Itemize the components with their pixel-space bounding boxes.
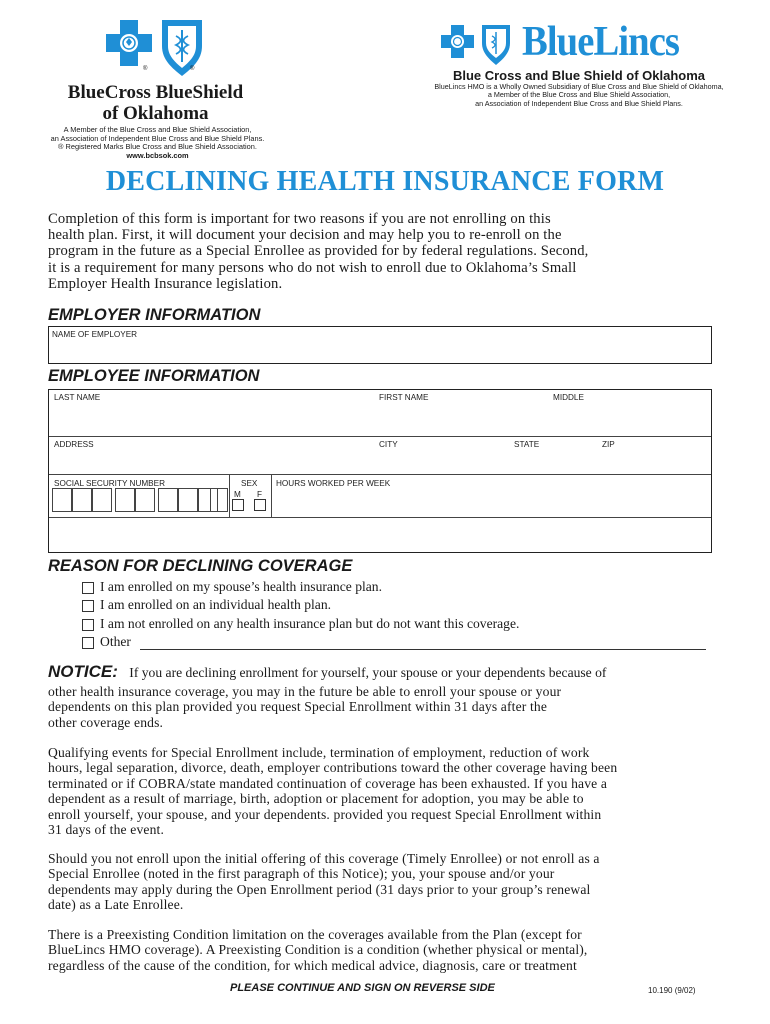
notice-line: other health insurance coverage, you may in the future be able to enroll your spouse or your — [48, 684, 562, 699]
reason-option: I am enrolled on an individual health plan. — [100, 597, 332, 612]
notice-line: dependent as a result of marriage, birth, adoption or placement for adoption, you may be able to — [48, 791, 584, 807]
notice-line: regardless of the cause of the condition, for which medical advice, diagnosis, care or treatment — [48, 957, 577, 973]
ssn-digit-box[interactable] — [178, 488, 198, 512]
intro-line: health plan. First, it will document your decision and may help you to re-enroll on the — [48, 227, 562, 244]
bluelincs-cross-shield-logo — [440, 24, 516, 68]
member-statement — [40, 126, 275, 160]
reason-option: Other — [100, 634, 131, 649]
ssn-digit-box[interactable] — [210, 488, 228, 512]
ssn-digit-box[interactable] — [72, 488, 92, 512]
notice-line: dependents may apply during the Open Enrollment period (31 days prior to your group’s renewal — [48, 881, 591, 897]
zip-label: ZIP — [602, 440, 615, 449]
name-input-area[interactable] — [50, 403, 710, 435]
notice-paragraph-4 — [48, 927, 748, 973]
member-line: A Member of the Blue Cross and Blue Shield Association, — [63, 125, 252, 134]
notice-line: 31 days of the event. — [48, 822, 165, 838]
reason-other-checkbox[interactable] — [82, 637, 94, 649]
notice-paragraph-2 — [48, 745, 748, 837]
reason-not-enrolled-checkbox[interactable] — [82, 619, 94, 631]
address-input-area[interactable] — [50, 450, 710, 472]
last-name-label: LAST NAME — [54, 393, 101, 402]
notice-line: hours, legal separation, divorce, death, employer contributions toward the other coverage having been — [48, 760, 618, 776]
ssn-digit-box[interactable] — [52, 488, 72, 512]
reason-spouse-checkbox[interactable] — [82, 582, 94, 594]
employee-heading: EMPLOYEE INFORMATION — [48, 367, 260, 385]
address-label: ADDRESS — [54, 440, 94, 449]
reason-heading: REASON FOR DECLINING COVERAGE — [48, 557, 353, 575]
ssn-label: SOCIAL SECURITY NUMBER — [54, 479, 166, 488]
notice-paragraph-3 — [48, 851, 748, 913]
reason-option: I am enrolled on my spouse’s health insurance plan. — [100, 579, 382, 594]
intro-line: program in the future as a Special Enrollee as provided for by federal regulations. Second, — [48, 243, 589, 260]
reason-option: I am not enrolled on any health insurance plan but do not want this coverage. — [100, 616, 520, 631]
bluelincs-wordmark: BlueLincs — [522, 19, 680, 65]
notice-line: There is a Preexisting Condition limitation on the coverages available from the Plan (except for — [48, 927, 582, 942]
registered-mark: ® — [143, 66, 148, 72]
notice-first-line — [48, 664, 748, 680]
employer-name-field[interactable] — [48, 326, 712, 364]
notice-line: enroll yourself, your spouse, and your dependents. provided you request Special Enrollment within — [48, 806, 602, 822]
ssn-digit-box[interactable] — [135, 488, 155, 512]
first-name-label: FIRST NAME — [379, 393, 429, 402]
notice-line: Qualifying events for Special Enrollment include, termination of employment, reduction of work — [48, 745, 590, 760]
sex-f-label: F — [257, 490, 263, 499]
notice-line: terminated or if COBRA/state mandated continuation of coverage has been exhausted. If you have a — [48, 775, 608, 791]
continue-on-reverse: PLEASE CONTINUE AND SIGN ON REVERSE SIDE — [230, 982, 495, 994]
row-divider — [49, 517, 711, 518]
member-line: ® Registered Marks Blue Cross and Blue Shield Association. — [58, 142, 257, 152]
registered-mark: ® — [190, 66, 195, 72]
ssn-digit-box[interactable] — [158, 488, 178, 512]
notice-line: BlueLincs HMO coverage). A Preexisting Condition is a condition (whether physical or mental), — [48, 942, 588, 958]
subsidiary-statement — [420, 83, 738, 108]
form-title: DECLINING HEALTH INSURANCE FORM — [105, 166, 665, 197]
subsidiary-line: BlueLincs HMO is a Wholly Owned Subsidiary of Blue Cross and Blue Shield of Oklahoma, — [434, 82, 724, 91]
subsidiary-line: an Association of Independent Blue Cross and Blue Shield Plans. — [475, 98, 683, 108]
city-label: CITY — [379, 440, 398, 449]
sex-label: SEX — [241, 479, 258, 488]
member-line: an Association of Independent Blue Cross and Blue Shield Plans. — [50, 133, 265, 143]
intro-line: Completion of this form is important for two reasons if you are not enrolling on this — [48, 211, 551, 227]
intro-paragraph — [48, 211, 748, 292]
other-reason-line[interactable] — [140, 649, 706, 650]
reason-individual-checkbox[interactable] — [82, 600, 94, 612]
column-divider — [271, 475, 272, 517]
column-divider — [229, 475, 230, 517]
employer-heading: EMPLOYER INFORMATION — [48, 306, 261, 324]
org-name-line: of Oklahoma — [102, 103, 209, 124]
notice-line: dependents on this plan provided you request Special Enrollment within 31 days after the — [48, 699, 548, 715]
hours-label: HOURS WORKED PER WEEK — [276, 479, 391, 488]
employer-name-label: NAME OF EMPLOYER — [52, 330, 138, 339]
org-name-line: BlueCross BlueShield — [67, 82, 244, 103]
notice-line: If you are declining enrollment for yourself, your spouse or your dependents because of — [129, 665, 607, 680]
notice-line: other coverage ends. — [48, 714, 164, 730]
notice-paragraph-1 — [48, 684, 748, 730]
middle-name-label: MIDDLE — [553, 393, 584, 402]
ssn-digit-box[interactable] — [115, 488, 135, 512]
org-name-left — [48, 82, 263, 124]
website-link[interactable]: www.bcbsok.com — [126, 150, 189, 160]
notice-heading: NOTICE: — [48, 662, 118, 681]
hours-input-area[interactable] — [274, 490, 710, 516]
notice-line: Should you not enroll upon the initial offering of this coverage (Timely Enrollee) or not enroll as a — [48, 851, 600, 866]
intro-line: Employer Health Insurance legislation. — [48, 275, 283, 292]
sex-m-checkbox[interactable] — [232, 499, 244, 511]
subsidiary-line: a Member of the Blue Cross and Blue Shield Association, — [487, 90, 671, 100]
ssn-digit-box[interactable] — [92, 488, 112, 512]
state-label: STATE — [514, 440, 540, 449]
row-divider — [49, 436, 711, 437]
form-number: 10.190 (9/02) — [648, 986, 696, 995]
sex-m-label: M — [234, 490, 241, 499]
notice-line: Special Enrollee (noted in the first paragraph of this Notice); you, your spouse and/or your — [48, 866, 555, 882]
org-name-right: Blue Cross and Blue Shield of Oklahoma — [452, 68, 706, 83]
row-divider — [49, 474, 711, 475]
notice-line: date) as a Late Enrollee. — [48, 897, 184, 913]
sex-f-checkbox[interactable] — [254, 499, 266, 511]
intro-line: it is a requirement for many persons who do not wish to enroll due to Oklahoma’s Small — [48, 259, 577, 276]
